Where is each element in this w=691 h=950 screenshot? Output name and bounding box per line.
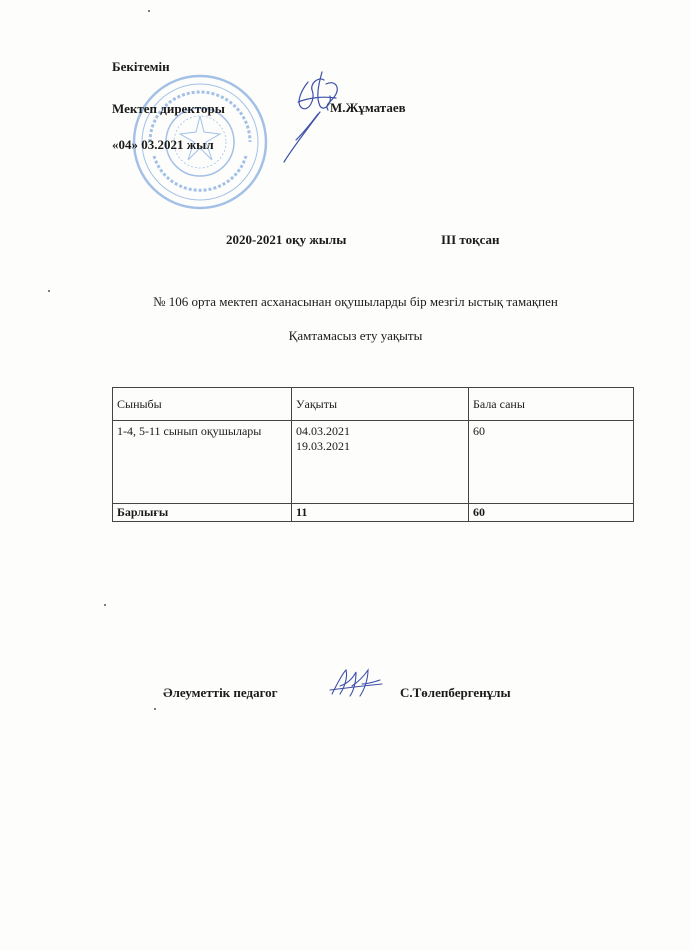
header-time: Уақыты <box>292 388 469 421</box>
table-header-row <box>113 388 634 421</box>
total-label: Барлығы <box>113 504 292 522</box>
cell-class: 1-4, 5-11 сынып оқушылары <box>113 421 292 504</box>
quarter: III тоқсан <box>441 232 500 247</box>
header-class: Сыныбы <box>113 388 292 421</box>
pedagogue-name: С.Төлепбергенұлы <box>400 685 511 700</box>
director-signature-icon <box>278 62 358 172</box>
document-title: № 106 орта мектеп асханасынан оқушыларды бір мезгіл ыстық тамақпен <box>153 294 558 309</box>
date-start: 04.03.2021 <box>296 424 350 438</box>
scan-speck <box>104 604 106 606</box>
approval-date: «04» 03.2021 жыл <box>112 137 214 152</box>
cell-count: 60 <box>469 421 634 504</box>
academic-year: 2020-2021 оқу жылы <box>226 232 347 247</box>
table-total-row <box>113 504 634 522</box>
schedule-table <box>112 387 634 522</box>
pedagogue-role: Әлеуметтік педагог <box>163 685 278 700</box>
approval-label: Бекітемін <box>112 59 170 74</box>
pedagogue-signature-icon <box>326 664 386 704</box>
table-row <box>113 421 634 504</box>
date-end: 19.03.2021 <box>296 439 350 453</box>
director-name: М.Жұматаев <box>330 100 406 115</box>
document-subtitle: Қамтамасыз ету уақыты <box>288 328 423 343</box>
total-count: 60 <box>469 504 634 522</box>
header-count: Бала саны <box>469 388 634 421</box>
scan-speck <box>148 10 150 12</box>
director-title: Мектеп директоры <box>112 101 225 116</box>
total-days: 11 <box>292 504 469 522</box>
cell-dates <box>292 421 469 504</box>
scan-speck <box>48 290 50 292</box>
scan-speck <box>154 708 156 710</box>
